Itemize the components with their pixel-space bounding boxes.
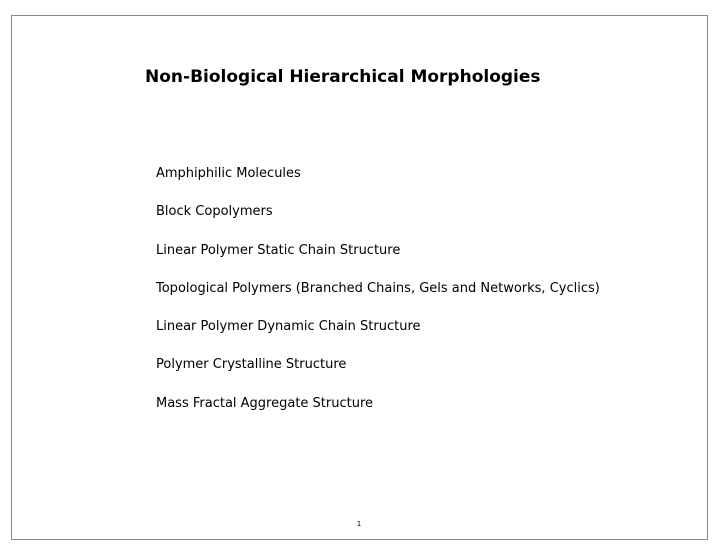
topic-item-polymer-crystalline: Polymer Crystalline Structure	[156, 357, 347, 373]
topic-item-linear-polymer-dynamic: Linear Polymer Dynamic Chain Structure	[156, 319, 421, 335]
topic-item-mass-fractal-aggregate: Mass Fractal Aggregate Structure	[156, 395, 374, 411]
topic-list	[156, 164, 600, 432]
topic-item-linear-polymer-static: Linear Polymer Static Chain Structure	[156, 242, 401, 258]
topic-item-topological-polymers: Topological Polymers (Branched Chains, Gels and Networks, Cyclics)	[156, 280, 600, 296]
topic-item-amphiphilic-molecules: Amphiphilic Molecules	[156, 166, 301, 181]
page-number: 1	[356, 520, 362, 528]
topic-item-block-copolymers: Block Copolymers	[156, 204, 273, 220]
slide-title: Non-Biological Hierarchical Morphologies	[145, 67, 541, 87]
